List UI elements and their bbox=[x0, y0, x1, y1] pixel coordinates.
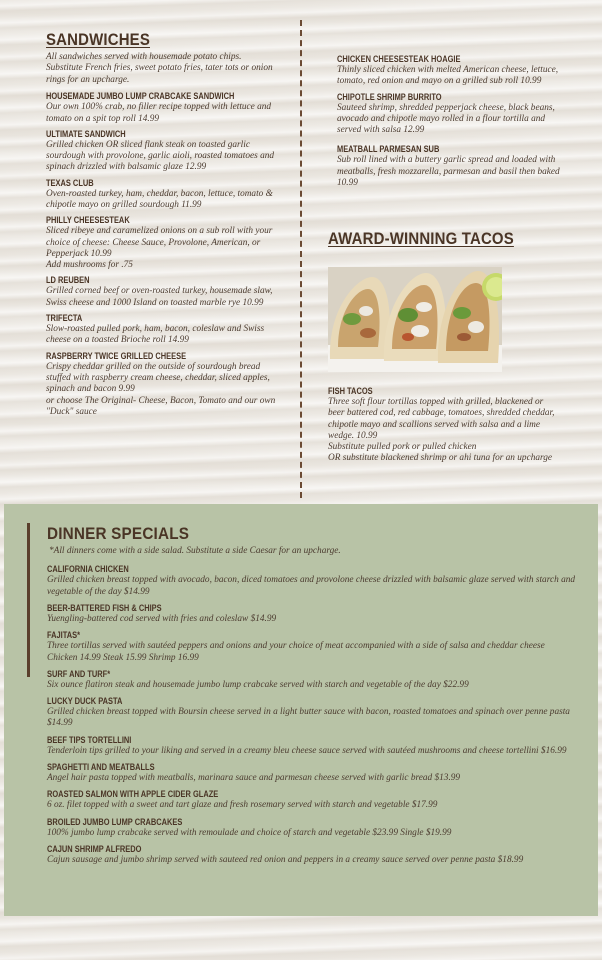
item-description: Slow-roasted pulled pork, ham, bacon, coleslaw and Swiss cheese on a toasted Brioche roll 14.99 bbox=[46, 324, 265, 346]
item-name: CHICKEN CHEESESTEAK HOAGIE bbox=[337, 54, 461, 64]
dinner-specials-list bbox=[47, 524, 577, 871]
menu-item bbox=[47, 603, 577, 625]
fish-tacos-block bbox=[328, 386, 560, 469]
item-addon: OR substitute blackened shrimp or ahi tuna for an upcharge bbox=[328, 453, 553, 464]
item-name: FAJITAS* bbox=[47, 630, 81, 641]
item-name: ROASTED SALMON WITH APPLE CIDER GLAZE bbox=[47, 789, 219, 800]
item-name: RASPBERRY TWICE GRILLED CHEESE bbox=[46, 350, 187, 361]
item-name: BEER-BATTERED FISH & CHIPS bbox=[47, 603, 162, 613]
menu-item bbox=[46, 129, 276, 174]
item-description: Six ounce flatiron steak and housemade jumbo lump crabcake served with starch and vegetable of the day $22.99 bbox=[47, 679, 469, 690]
item-description: 100% jumbo lump crabcake served with remoulade and choice of starch and vegetable $23.99 Single $19.99 bbox=[47, 827, 452, 838]
tacos-photo bbox=[328, 267, 502, 372]
item-name: BEEF TIPS TORTELLINI bbox=[47, 734, 132, 745]
menu-item bbox=[337, 54, 567, 88]
item-name: PHILLY CHEESESTEAK bbox=[46, 215, 130, 226]
item-description: Sub roll lined with a buttery garlic spread and loaded with meatballs, fresh mozzarella, parmesan and basil then baked 10.99 bbox=[337, 155, 560, 189]
item-name: BROILED JUMBO LUMP CRABCAKES bbox=[47, 816, 183, 827]
dinner-specials-panel bbox=[4, 504, 598, 916]
item-name: LUCKY DUCK PASTA bbox=[47, 696, 123, 707]
dinner-accent-bar bbox=[27, 523, 30, 677]
item-description: Tenderloin tips grilled to your liking and served in a creamy bleu cheese sauce served with sautéed mushrooms and cheese tortellini $16.99 bbox=[47, 745, 567, 756]
sandwiches-column bbox=[46, 30, 276, 422]
menu-item bbox=[47, 762, 577, 784]
item-description: Yuengling-battered cod served with fries and coleslaw $14.99 bbox=[47, 614, 277, 624]
menu-item bbox=[47, 844, 577, 866]
item-description: Angel hair pasta topped with meatballs, marinara sauce and parmesan cheese served with garlic bread $13.99 bbox=[47, 773, 461, 784]
item-name: TEXAS CLUB bbox=[46, 177, 94, 188]
menu-item bbox=[46, 178, 276, 212]
menu-item bbox=[46, 313, 276, 347]
item-description: Crispy cheddar grilled on the outside of sourdough bread stuffed with raspberry cream cheese, cheddar, sliced apples, spinach and bacon 9.99 bbox=[46, 361, 270, 395]
item-description: Sliced ribeye and caramelized onions on a sub roll with your choice of cheese: Cheese Sauce, Provolone, American, or Pepperjack 10.99 bbox=[46, 226, 273, 259]
item-addon: or choose The Original- Cheese, Bacon, Tomato and our own "Duck" sauce bbox=[46, 395, 276, 417]
item-name: CHIPOTLE SHRIMP BURRITO bbox=[337, 91, 442, 102]
sandwiches-right-column bbox=[337, 54, 567, 193]
item-name: FISH TACOS bbox=[328, 386, 373, 396]
menu-item bbox=[46, 275, 276, 309]
item-name: SPAGHETTI AND MEATBALLS bbox=[47, 762, 155, 773]
item-addon: Add mushrooms for .75 bbox=[46, 260, 133, 271]
item-description: Three tortillas served with sautéed peppers and onions and your choice of meat accompanied with a side of salsa and cheddar cheese Chicken 14.99 Steak 15.99 Shrimp 16.99 bbox=[47, 641, 545, 663]
menu-item bbox=[46, 215, 276, 271]
item-description: Grilled chicken OR sliced flank steak on toasted garlic sourdough with provolone, garlic aioli, roasted tomatoes and spinach drizzled with balsamic glaze 12.99 bbox=[46, 139, 275, 173]
item-description: Grilled corned beef or oven-roasted turkey, housemade slaw, Swiss cheese and 1000 Island on toasted marble rye 10.99 bbox=[46, 286, 273, 308]
item-description: Thinly sliced chicken with melted American cheese, lettuce, tomato, red onion and mayo on a grilled sub roll 10.99 bbox=[337, 65, 559, 87]
tacos-illustration bbox=[328, 267, 502, 372]
menu-item bbox=[47, 817, 577, 839]
menu-item bbox=[46, 91, 276, 125]
menu-item bbox=[47, 564, 577, 598]
menu-item bbox=[337, 144, 567, 189]
menu-item bbox=[337, 92, 567, 137]
item-description: Oven-roasted turkey, ham, cheddar, bacon, lettuce, tomato & chipotle mayo on grilled sourdough 11.99 bbox=[46, 188, 273, 210]
item-name: ULTIMATE SANDWICH bbox=[46, 128, 126, 139]
item-name: HOUSEMADE JUMBO LUMP CRABCAKE SANDWICH bbox=[46, 91, 235, 102]
menu-item bbox=[47, 669, 577, 691]
item-description: Sauteed shrimp, shredded pepperjack cheese, black beans, avocado and chipotle mayo rolled in a flour tortilla and served with salsa 12.99 bbox=[337, 102, 555, 136]
item-description: Grilled chicken breast topped with avocado, bacon, diced tomatoes and provolone cheese drizzled with balsamic glaze served with starch and vegetable of the day $14.99 bbox=[47, 575, 576, 597]
item-addon: Substitute pulled pork or pulled chicken bbox=[328, 442, 477, 453]
item-name: CALIFORNIA CHICKEN bbox=[47, 564, 129, 575]
item-description: Our own 100% crab, no filler recipe topped with lettuce and tomato on a spit top roll 14.99 bbox=[46, 102, 272, 124]
item-name: MEATBALL PARMESAN SUB bbox=[337, 144, 440, 155]
item-description: Three soft flour tortillas topped with grilled, blackened or beer battered cod, red cabbage, tomatoes, shredded cheddar, chipotle mayo and scallions served with salsa and a lime wedge. 10.99 bbox=[328, 397, 555, 441]
column-divider bbox=[300, 20, 302, 498]
item-description: Cajun sausage and jumbo shrimp served with sauteed red onion and peppers in a creamy sauce served over penne pasta $18.99 bbox=[47, 854, 524, 865]
bottom-wood-strip bbox=[0, 918, 602, 960]
item-name: LD REUBEN bbox=[46, 275, 90, 286]
item-description: Grilled chicken breast topped with Boursin cheese served in a light butter sauce with bacon, roasted tomatoes and spinach over penne pasta $14.99 bbox=[47, 707, 570, 729]
sandwiches-note: All sandwiches served with housemade potato chips. Substitute French fries, sweet potato fries, tater tots or onion rings for an upcharge. bbox=[46, 52, 273, 85]
tacos-title: AWARD-WINNING TACOS bbox=[328, 229, 514, 248]
item-description: 6 oz. filet topped with a sweet and tart glaze and fresh rosemary served with starch and vegetable $17.99 bbox=[47, 800, 438, 811]
item-name: TRIFECTA bbox=[46, 313, 83, 324]
dinner-note: *All dinners come with a side salad. Substitute a side Caesar for an upcharge. bbox=[49, 546, 341, 556]
menu-item bbox=[47, 630, 577, 664]
dinner-title: DINNER SPECIALS bbox=[47, 524, 190, 543]
sandwiches-title: SANDWICHES bbox=[46, 30, 150, 49]
menu-item bbox=[47, 735, 577, 757]
menu-item bbox=[46, 351, 276, 418]
menu-item bbox=[47, 789, 577, 811]
item-name: CAJUN SHRIMP ALFREDO bbox=[47, 843, 142, 854]
menu-item bbox=[47, 696, 577, 730]
item-name: SURF AND TURF* bbox=[47, 668, 111, 679]
menu-item bbox=[328, 386, 560, 465]
